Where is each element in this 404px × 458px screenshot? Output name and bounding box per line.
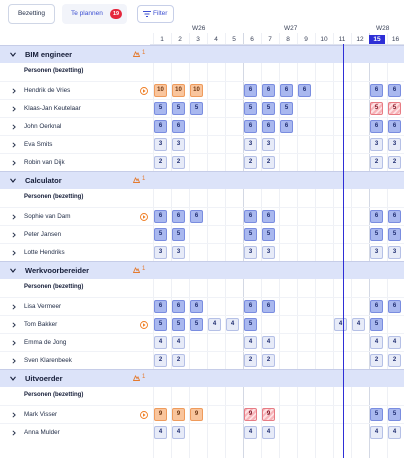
chevron-down-icon (10, 52, 16, 57)
person-name: Emma de Jong (24, 339, 67, 346)
allocation-cell[interactable]: 5 (172, 228, 185, 241)
allocation-cell[interactable]: 2 (388, 156, 401, 169)
overbooking-alert-icon[interactable] (140, 411, 148, 419)
allocation-cell[interactable]: 2 (244, 354, 257, 367)
allocation-cell[interactable]: 6 (244, 120, 257, 133)
allocation-cell[interactable]: 5 (244, 102, 257, 115)
chevron-right-icon (12, 358, 16, 364)
chevron-right-icon (12, 88, 16, 94)
allocation-cell[interactable]: 5 (244, 318, 257, 331)
allocation-cell[interactable]: 4 (388, 426, 401, 439)
filter-button-label: Filter (153, 10, 168, 17)
allocation-cell[interactable]: 5 (172, 318, 185, 331)
day-header[interactable]: 11 (338, 36, 346, 43)
allocation-cell[interactable]: 3 (244, 246, 257, 259)
person-name: Robin van Dijk (24, 159, 65, 166)
allocation-cell[interactable]: 2 (388, 354, 401, 367)
allocation-cell[interactable]: 2 (172, 354, 185, 367)
day-header[interactable]: 2 (178, 36, 182, 43)
toolbar (0, 0, 404, 28)
allocation-cell[interactable]: 5 (388, 408, 401, 421)
allocation-cell[interactable]: 5 (370, 102, 383, 115)
allocation-cell[interactable]: 4 (334, 318, 347, 331)
group-name: Uitvoerder (25, 374, 63, 383)
persons-subheader-label: Personen (bezetting) (24, 68, 84, 74)
group-open-count: 1 (142, 176, 146, 182)
allocation-cell[interactable]: 6 (262, 300, 275, 313)
allocation-cell[interactable]: 6 (172, 210, 185, 223)
allocation-cell[interactable]: 3 (262, 246, 275, 259)
allocation-cell[interactable]: 3 (370, 138, 383, 151)
allocation-cell[interactable]: 4 (244, 426, 257, 439)
allocation-cell[interactable]: 4 (154, 426, 167, 439)
allocation-cell[interactable]: 6 (280, 84, 293, 97)
person-name: Sophie van Dam (24, 213, 71, 220)
allocation-cell[interactable]: 9 (244, 408, 257, 421)
allocation-cell[interactable]: 5 (370, 408, 383, 421)
allocation-cell[interactable]: 2 (370, 354, 383, 367)
allocation-cell[interactable]: 6 (370, 210, 383, 223)
allocation-cell[interactable]: 4 (370, 426, 383, 439)
allocation-cell[interactable]: 3 (388, 246, 401, 259)
person-name: Lisa Vermeer (24, 303, 62, 310)
open-demand-icon (133, 177, 140, 183)
week-label: W28 (376, 25, 390, 32)
allocation-cell[interactable]: 6 (298, 84, 311, 97)
group-name: Calculator (25, 176, 62, 185)
allocation-cell[interactable]: 5 (190, 102, 203, 115)
filter-button[interactable] (137, 5, 174, 23)
persons-subheader-label: Personen (bezetting) (24, 194, 84, 200)
day-header[interactable]: 9 (304, 36, 308, 43)
open-demand-icon (133, 267, 140, 273)
filter-icon (143, 11, 151, 17)
allocation-cell[interactable]: 6 (190, 210, 203, 223)
week-label: W27 (284, 25, 298, 32)
chevron-down-icon (10, 376, 16, 381)
allocation-cell[interactable]: 5 (370, 318, 383, 331)
day-header[interactable]: 8 (286, 36, 290, 43)
week-label: W26 (192, 25, 206, 32)
allocation-cell[interactable]: 3 (154, 246, 167, 259)
allocation-cell[interactable]: 6 (172, 120, 185, 133)
allocation-cell[interactable]: 2 (154, 354, 167, 367)
group-name: Werkvoorbereider (25, 266, 90, 275)
day-header[interactable]: 3 (196, 36, 200, 43)
tab-te-plannen-label: Te plannen (71, 10, 103, 17)
tab-te-plannen[interactable] (62, 4, 127, 24)
person-name: Hendrik de Vries (24, 87, 71, 94)
person-name: Tom Bakker (24, 321, 58, 328)
allocation-cell[interactable]: 5 (262, 228, 275, 241)
allocation-cell[interactable]: 6 (154, 210, 167, 223)
allocation-cell[interactable]: 9 (172, 408, 185, 421)
day-header-today[interactable]: 15 (369, 35, 385, 44)
allocation-cell[interactable]: 9 (190, 408, 203, 421)
allocation-cell[interactable]: 5 (370, 228, 383, 241)
persons-subheader-label: Personen (bezetting) (24, 284, 84, 290)
allocation-cell[interactable]: 9 (262, 408, 275, 421)
allocation-cell[interactable]: 6 (370, 84, 383, 97)
group-open-count: 1 (142, 266, 146, 272)
allocation-cell[interactable]: 5 (154, 318, 167, 331)
group-name: BIM engineer (25, 50, 73, 59)
allocation-cell[interactable]: 6 (370, 300, 383, 313)
allocation-cell[interactable]: 6 (154, 120, 167, 133)
allocation-cell[interactable]: 3 (172, 246, 185, 259)
allocation-cell[interactable]: 4 (388, 336, 401, 349)
allocation-cell[interactable]: 6 (388, 300, 401, 313)
allocation-cell[interactable]: 4 (244, 336, 257, 349)
te-plannen-count-badge: 19 (110, 9, 122, 19)
day-header[interactable]: 7 (268, 36, 272, 43)
person-name: Lotte Hendriks (24, 249, 65, 256)
person-name: Anna Mulder (24, 429, 60, 436)
allocation-cell[interactable]: 5 (154, 228, 167, 241)
allocation-cell[interactable]: 6 (154, 300, 167, 313)
allocation-cell[interactable]: 10 (172, 84, 185, 97)
day-header[interactable]: 6 (250, 36, 254, 43)
allocation-cell[interactable]: 2 (154, 156, 167, 169)
chevron-right-icon (12, 124, 16, 130)
allocation-cell[interactable]: 5 (388, 102, 401, 115)
allocation-cell[interactable]: 6 (388, 120, 401, 133)
allocation-cell[interactable]: 6 (262, 84, 275, 97)
allocation-cell[interactable]: 5 (154, 102, 167, 115)
chevron-right-icon (12, 232, 16, 238)
allocation-cell[interactable]: 2 (262, 354, 275, 367)
allocation-cell[interactable]: 3 (262, 138, 275, 151)
person-name: John Oerknal (24, 123, 62, 130)
allocation-cell[interactable]: 2 (262, 156, 275, 169)
allocation-cell[interactable]: 3 (370, 246, 383, 259)
allocation-cell[interactable]: 9 (154, 408, 167, 421)
allocation-cell[interactable]: 5 (262, 102, 275, 115)
allocation-cell[interactable]: 6 (244, 210, 257, 223)
overbooking-alert-icon[interactable] (140, 213, 148, 221)
allocation-cell[interactable]: 2 (172, 156, 185, 169)
chevron-right-icon (12, 412, 16, 418)
chevron-right-icon (12, 304, 16, 310)
tab-bezetting[interactable]: Bezetting (8, 4, 55, 24)
allocation-cell[interactable]: 2 (244, 156, 257, 169)
allocation-cell[interactable]: 6 (280, 120, 293, 133)
allocation-cell[interactable]: 4 (352, 318, 365, 331)
allocation-cell[interactable]: 6 (388, 210, 401, 223)
chevron-right-icon (12, 322, 16, 328)
allocation-cell[interactable]: 5 (190, 318, 203, 331)
allocation-cell[interactable]: 3 (388, 138, 401, 151)
allocation-cell[interactable]: 5 (388, 228, 401, 241)
chevron-right-icon (12, 142, 16, 148)
allocation-cell[interactable]: 4 (172, 336, 185, 349)
day-header[interactable]: 4 (214, 36, 218, 43)
chevron-right-icon (12, 160, 16, 166)
allocation-cell[interactable]: 10 (154, 84, 167, 97)
allocation-cell[interactable]: 2 (370, 156, 383, 169)
allocation-cell[interactable]: 10 (190, 84, 203, 97)
allocation-cell[interactable]: 6 (262, 120, 275, 133)
overbooking-alert-icon[interactable] (140, 321, 148, 329)
person-name: Eva Smits (24, 141, 53, 148)
allocation-cell[interactable]: 6 (244, 300, 257, 313)
allocation-cell[interactable]: 4 (370, 336, 383, 349)
day-header[interactable]: 5 (232, 36, 236, 43)
allocation-cell[interactable]: 4 (208, 318, 221, 331)
allocation-cell[interactable]: 6 (262, 210, 275, 223)
day-header[interactable]: 16 (391, 36, 400, 43)
allocation-cell[interactable]: 4 (154, 336, 167, 349)
chevron-right-icon (12, 340, 16, 346)
day-header[interactable]: 10 (320, 36, 328, 43)
open-demand-icon (133, 51, 140, 57)
chevron-right-icon (12, 250, 16, 256)
allocation-cell[interactable]: 4 (262, 426, 275, 439)
allocation-cell[interactable]: 6 (244, 84, 257, 97)
allocation-cell[interactable]: 3 (154, 138, 167, 151)
chevron-down-icon (10, 268, 16, 273)
allocation-cell[interactable]: 3 (172, 138, 185, 151)
allocation-cell[interactable]: 6 (172, 300, 185, 313)
allocation-cell[interactable]: 4 (172, 426, 185, 439)
chevron-right-icon (12, 106, 16, 112)
allocation-cell[interactable]: 6 (370, 120, 383, 133)
allocation-cell[interactable]: 5 (280, 102, 293, 115)
person-name: Mark Visser (24, 411, 58, 418)
chevron-right-icon (12, 430, 16, 436)
overbooking-alert-icon[interactable] (140, 87, 148, 95)
group-open-count: 1 (142, 374, 146, 380)
today-marker-line (343, 44, 344, 458)
person-name: Klaas-Jan Keutelaar (24, 105, 81, 112)
chevron-down-icon (10, 178, 16, 183)
persons-subheader-label: Personen (bezetting) (24, 392, 84, 398)
day-header[interactable]: 1 (160, 36, 164, 43)
open-demand-icon (133, 375, 140, 381)
chevron-right-icon (12, 214, 16, 220)
allocation-cell[interactable]: 4 (226, 318, 239, 331)
allocation-cell[interactable]: 4 (262, 336, 275, 349)
person-name: Peter Jansen (24, 231, 62, 238)
person-name: Sven Klarenbeek (24, 357, 72, 364)
day-header[interactable]: 12 (356, 36, 364, 43)
allocation-cell[interactable]: 5 (244, 228, 257, 241)
allocation-cell[interactable]: 5 (172, 102, 185, 115)
group-open-count: 1 (142, 50, 146, 56)
allocation-cell[interactable]: 6 (388, 84, 401, 97)
allocation-cell[interactable]: 3 (244, 138, 257, 151)
allocation-cell[interactable]: 6 (190, 300, 203, 313)
